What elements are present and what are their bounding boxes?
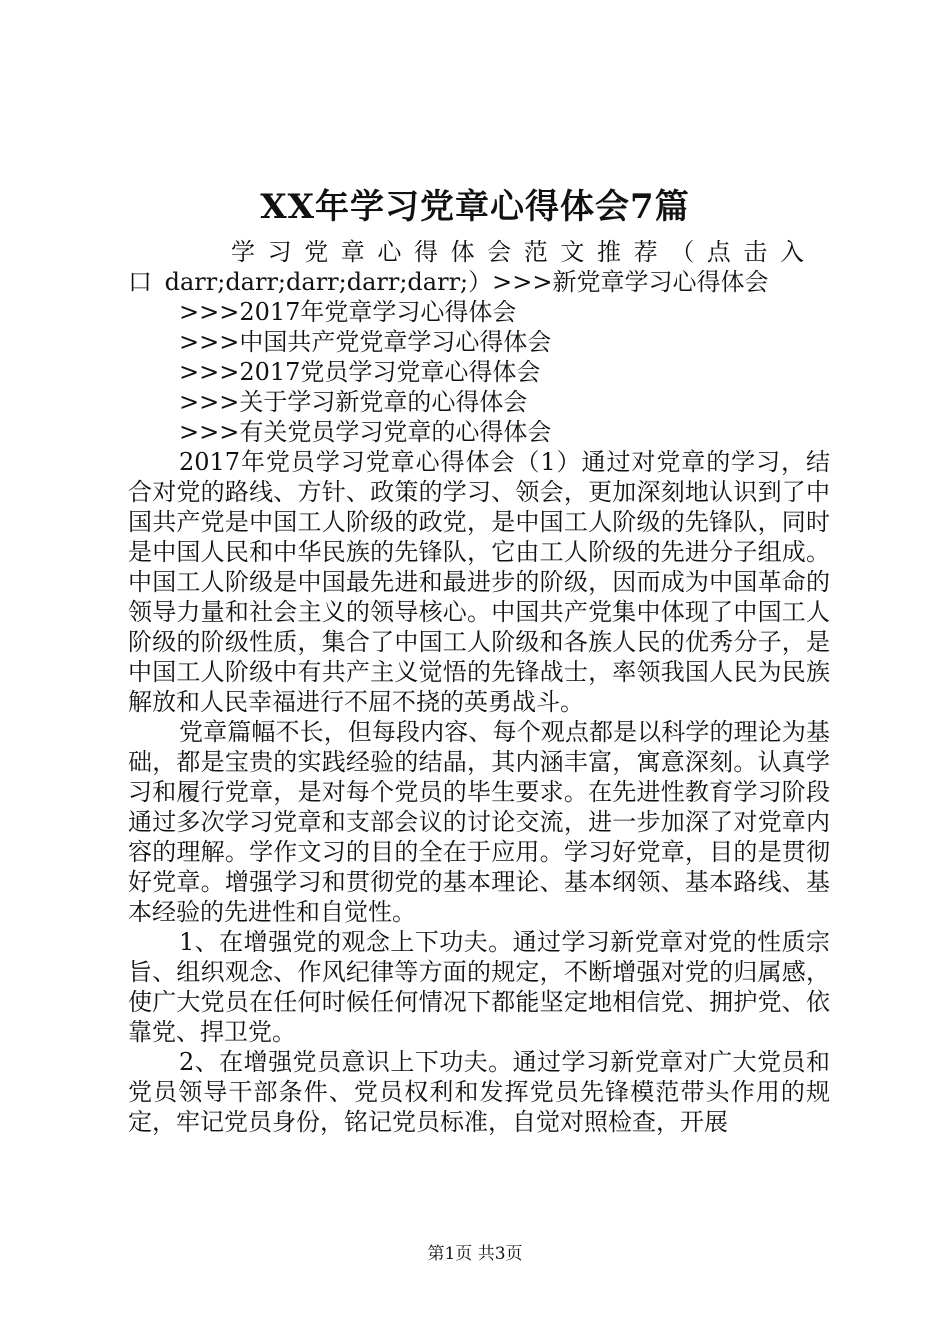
recommended-link[interactable]: >>>2017年党章学习心得体会 [179, 298, 517, 326]
body-paragraph: 2017年党员学习党章心得体会（1）通过对党章的学习，结合对党的路线、方针、政策的学习、领会，更加深刻地认识到了中国共产党是中国工人阶级的政党，是中国工人阶级的先锋队，同时是中国人民和中华民族的先锋队，它由工人阶级的先进分子组成。中国工人阶级是中国最先进和最进步的阶级，因而成为中国革命的领导力量和社会主义的领导核心。中国共产党集中体现了中国工人阶级的阶级性质，集合了中国工人阶级和各族人民的优秀分子，是中国工人阶级中有共产主义觉悟的先锋战士，率领我国人民为民族解放和人民幸福进行不屈不挠的英勇战斗。 [128, 448, 830, 716]
intro-paragraph [128, 237, 830, 297]
intro-text: 学习党章心得体会范文推荐（点击入口 [128, 238, 817, 296]
document-body [128, 237, 830, 1137]
recommended-link[interactable]: >>>有关党员学习党章的心得体会 [179, 418, 552, 446]
recommended-link[interactable]: >>>中国共产党党章学习心得体会 [179, 328, 552, 356]
body-paragraph: 党章篇幅不长，但每段内容、每个观点都是以科学的理论为基础，都是宝贵的实践经验的结晶，其内涵丰富，寓意深刻。认真学习和履行党章，是对每个党员的毕生要求。在先进性教育学习阶段通过多次学习党章和支部会议的讨论交流，进一步加深了对党章内容的理解。学作文习的目的全在于应用。学习好党章，目的是贯彻好党章。增强学习和贯彻党的基本理论、基本纲领、基本路线、基本经验的先进性和自觉性。 [128, 718, 830, 926]
document-title: XX年学习党章心得体会7篇 [260, 187, 690, 227]
page-number-footer: 第1页 共3页 [427, 1244, 523, 1264]
recommended-links [128, 297, 830, 447]
body-paragraph: 2、在增强党员意识上下功夫。通过学习新党章对广大党员和党员领导干部条件、党员权利和发挥党员先锋模范带头作用的规定，牢记党员身份，铭记党员标准，自觉对照检查，开展 [128, 1048, 830, 1136]
recommended-link[interactable]: >>>关于学习新党章的心得体会 [179, 388, 528, 416]
recommended-link[interactable]: >>>2017党员学习党章心得体会 [179, 358, 541, 386]
intro-link-text[interactable]: darr;darr;darr;darr;darr;）>>>新党章学习心得体会 [164, 268, 769, 296]
body-paragraph: 1、在增强党的观念上下功夫。通过学习新党章对党的性质宗旨、组织观念、作风纪律等方面的规定，不断增强对党的归属感，使广大党员在任何时候任何情况下都能坚定地相信党、拥护党、依靠党、捍卫党。 [128, 928, 830, 1046]
